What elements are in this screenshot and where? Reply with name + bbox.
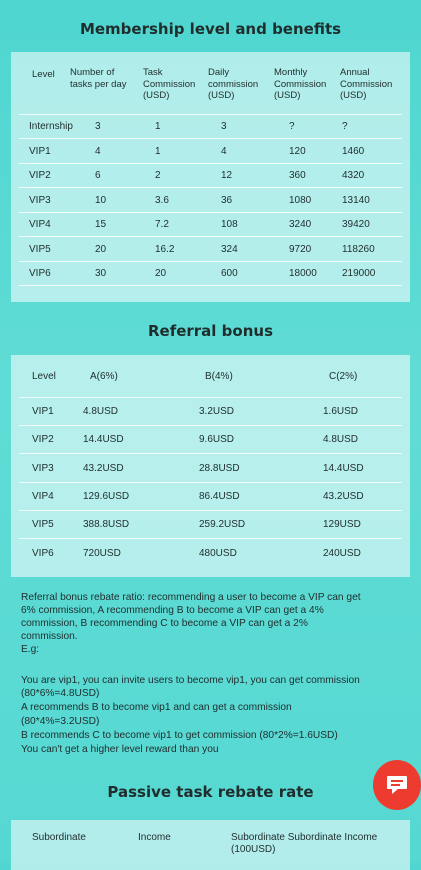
- ref-header-b: B(4%): [205, 371, 233, 382]
- table-cell: 43.2USD: [323, 490, 364, 502]
- table-cell: VIP5: [32, 519, 54, 531]
- ref-header-a: A(6%): [90, 371, 118, 382]
- col-header-daily-commission: Daily commission (USD): [208, 67, 259, 101]
- table-cell: 10: [95, 194, 107, 206]
- table-cell: 18000: [289, 268, 317, 279]
- table-cell: 120: [289, 145, 306, 157]
- row-divider: [19, 482, 402, 483]
- explanation-line: (80*4%=3.2USD): [21, 716, 100, 727]
- table-cell: 129.6USD: [83, 490, 130, 502]
- table-cell: 39420: [342, 219, 370, 230]
- table-cell: 360: [289, 170, 306, 181]
- explanation-line: commission.: [21, 631, 78, 642]
- row-divider: [19, 285, 402, 286]
- table-cell: VIP3: [29, 194, 51, 206]
- table-row: [19, 213, 402, 237]
- table-cell: VIP2: [29, 170, 51, 181]
- table-cell: 16.2: [155, 243, 175, 255]
- table-row: [19, 164, 402, 188]
- explanation-line: You are vip1, you can invite users to become vip1, you can get commission: [21, 675, 360, 686]
- table-cell: 9.6USD: [199, 434, 235, 446]
- table-cell: 1080: [289, 194, 312, 206]
- table-cell: 600: [221, 268, 238, 279]
- table-cell: 7.2: [155, 219, 169, 230]
- table-cell: 324: [221, 243, 238, 255]
- referral-table: [11, 355, 410, 577]
- explanation-line: Referral bonus rebate ratio: recommending a user to become a VIP can get: [21, 592, 361, 603]
- table-cell: 3.2USD: [199, 406, 235, 417]
- table-cell: 1: [155, 145, 161, 157]
- table-row: [19, 115, 402, 139]
- row-divider: [19, 510, 402, 511]
- passive-header-subsub-income: Subordinate Subordinate Income (100USD): [231, 832, 378, 855]
- row-divider: [19, 453, 402, 454]
- col-header-task-commission: Task Commission (USD): [143, 67, 196, 101]
- table-cell: VIP1: [32, 406, 54, 417]
- table-cell: 219000: [342, 268, 376, 279]
- table-cell: 9720: [289, 243, 312, 255]
- table-row: [19, 542, 402, 566]
- explanation-line: 6% commission, A recommending B to become a VIP can get a 4%: [21, 605, 324, 616]
- table-cell: 108: [221, 219, 238, 230]
- table-cell: 720USD: [83, 547, 121, 559]
- chat-icon: [385, 773, 409, 797]
- table-cell: 12: [221, 170, 233, 181]
- membership-title: Membership level and benefits: [79, 20, 342, 38]
- table-cell: 3: [95, 121, 101, 132]
- table-cell: 259.2USD: [199, 519, 246, 531]
- ref-header-c: C(2%): [329, 371, 358, 382]
- table-cell: VIP6: [32, 547, 54, 559]
- membership-table: [11, 52, 410, 302]
- table-row: [19, 485, 402, 509]
- table-cell: 13140: [342, 194, 370, 206]
- chat-button[interactable]: [373, 760, 421, 810]
- table-cell: 3240: [289, 219, 312, 230]
- passive-title: Passive task rebate rate: [107, 783, 314, 801]
- table-cell: 20: [155, 268, 167, 279]
- ref-header-level: Level: [32, 371, 56, 382]
- ref-header-divider: [19, 397, 402, 398]
- explanation-line: commission, B recommending C to become a VIP can get a 2%: [21, 618, 308, 629]
- table-cell: 1.6USD: [323, 406, 359, 417]
- table-row: [19, 513, 402, 537]
- table-row: [19, 262, 402, 286]
- table-row: [19, 140, 402, 164]
- table-cell: VIP5: [29, 243, 51, 255]
- table-cell: 129USD: [323, 519, 361, 531]
- table-cell: 4320: [342, 170, 365, 181]
- table-row: [19, 189, 402, 213]
- explanation-line: A recommends B to become vip1 and can get a commission: [21, 702, 292, 713]
- table-cell: 240USD: [323, 547, 361, 559]
- col-header-level: Level: [32, 69, 55, 80]
- table-cell: 28.8USD: [199, 462, 240, 474]
- table-cell: 36: [221, 194, 233, 206]
- table-cell: 4: [95, 145, 101, 157]
- table-cell: 1: [155, 121, 161, 132]
- explanation-line: (80*6%=4.8USD): [21, 688, 100, 699]
- table-cell: 15: [95, 219, 107, 230]
- col-header-monthly-commission: Monthly Commission (USD): [274, 67, 327, 101]
- table-cell: 3: [221, 121, 227, 132]
- table-row: [19, 428, 402, 452]
- table-cell: 4.8USD: [83, 406, 119, 417]
- explanation-line: B recommends C to become vip1 to get commission (80*2%=1.6USD): [21, 730, 338, 741]
- row-divider: [19, 425, 402, 426]
- col-header-tasks: Number of tasks per day: [70, 67, 127, 90]
- table-cell: 14.4USD: [323, 462, 364, 474]
- table-row: [19, 457, 402, 481]
- explanation-line: You can't get a higher level reward than you: [21, 744, 219, 755]
- table-cell: VIP1: [29, 145, 51, 157]
- table-cell: VIP4: [32, 490, 54, 502]
- table-cell: Internship: [29, 121, 73, 132]
- table-cell: 86.4USD: [199, 490, 240, 502]
- passive-header-income: Income: [138, 832, 171, 843]
- table-cell: 20: [95, 243, 107, 255]
- table-cell: 4.8USD: [323, 434, 359, 446]
- table-cell: 43.2USD: [83, 462, 124, 474]
- table-cell: 4: [221, 145, 227, 157]
- passive-header-subordinate: Subordinate: [32, 832, 86, 843]
- table-cell: VIP6: [29, 268, 51, 279]
- table-cell: ?: [289, 121, 295, 132]
- table-row: [19, 400, 402, 424]
- table-cell: 1460: [342, 145, 365, 157]
- row-divider: [19, 538, 402, 539]
- table-cell: 388.8USD: [83, 519, 130, 531]
- table-row: [19, 238, 402, 262]
- table-cell: 2: [155, 170, 161, 181]
- table-cell: 30: [95, 268, 107, 279]
- table-cell: 118260: [342, 243, 375, 255]
- explanation-line: E.g:: [21, 644, 40, 655]
- col-header-annual-commission: Annual Commission (USD): [340, 67, 393, 101]
- table-cell: 6: [95, 170, 101, 181]
- table-cell: 480USD: [199, 547, 237, 559]
- referral-title: Referral bonus: [147, 322, 274, 340]
- table-cell: VIP2: [32, 434, 54, 446]
- table-cell: 14.4USD: [83, 434, 124, 446]
- table-cell: VIP3: [32, 462, 54, 474]
- table-cell: VIP4: [29, 219, 51, 230]
- table-cell: 3.6: [155, 194, 169, 206]
- table-cell: ?: [342, 121, 348, 132]
